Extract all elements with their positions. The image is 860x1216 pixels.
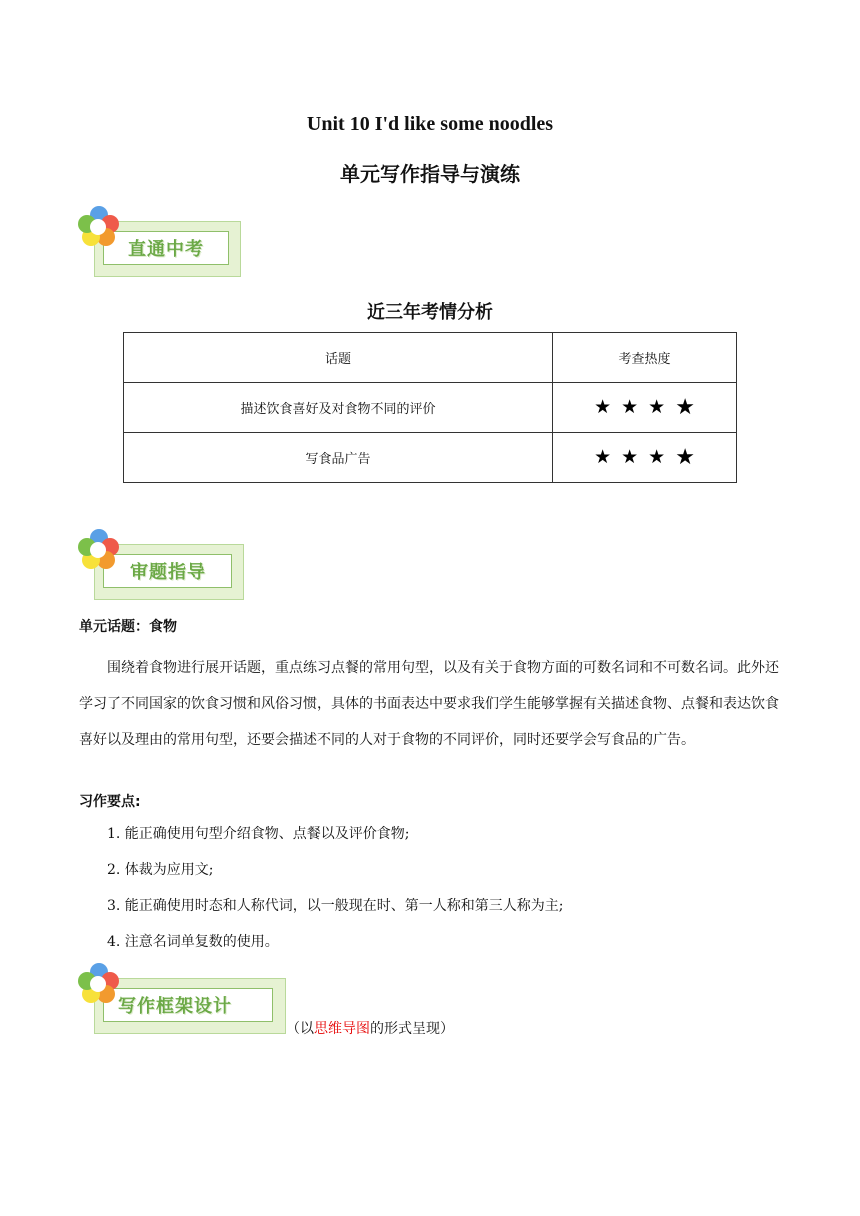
table-row bbox=[124, 383, 737, 433]
analysis-table bbox=[123, 332, 737, 483]
star-icon: ★ bbox=[648, 446, 666, 468]
star-icon: ★ bbox=[648, 396, 666, 418]
list-item: 4. 注意名词单复数的使用。 bbox=[107, 934, 279, 950]
list-item: 1. 能正确使用句型介绍食物、点餐以及评价食物; bbox=[107, 826, 410, 842]
title-english: Unit 10 I'd like some noodles bbox=[306, 113, 554, 135]
unit-topic-label: 单元话题：食物 bbox=[79, 619, 177, 635]
points-label: 习作要点: bbox=[79, 794, 141, 810]
row-topic: 描述饮食喜好及对食物不同的评价 bbox=[124, 383, 553, 433]
star-rating bbox=[594, 444, 695, 470]
flower-icon bbox=[76, 960, 122, 1006]
analysis-title: 近三年考情分析 bbox=[367, 302, 493, 323]
header-heat: 考查热度 bbox=[553, 333, 737, 383]
header-topic: 话题 bbox=[124, 333, 553, 383]
row-stars bbox=[553, 433, 737, 483]
note-highlight: 思维导图 bbox=[314, 1021, 370, 1037]
table-row bbox=[124, 433, 737, 483]
title-chinese: 单元写作指导与演练 bbox=[340, 162, 520, 186]
star-rating bbox=[594, 394, 695, 420]
table-header-row bbox=[124, 333, 737, 383]
framework-note bbox=[286, 1018, 454, 1038]
badge-label: 写作框架设计 bbox=[118, 996, 232, 1017]
badge-label: 审题指导 bbox=[130, 562, 206, 583]
badge-label: 直通中考 bbox=[128, 239, 204, 260]
badge-inner bbox=[103, 988, 273, 1022]
star-icon: ★ bbox=[594, 396, 612, 418]
flower-icon bbox=[76, 526, 122, 572]
badge-inner bbox=[103, 554, 232, 588]
row-topic: 写食品广告 bbox=[124, 433, 553, 483]
list-item: 3. 能正确使用时态和人称代词，以一般现在时、第一人称和第三人称为主; bbox=[107, 898, 564, 914]
row-stars bbox=[553, 383, 737, 433]
note-prefix: （以 bbox=[286, 1021, 314, 1037]
points-list bbox=[107, 816, 564, 960]
flower-icon bbox=[76, 203, 122, 249]
list-item: 2. 体裁为应用文; bbox=[107, 862, 214, 878]
star-icon: ★ bbox=[675, 394, 695, 420]
star-icon: ★ bbox=[621, 396, 639, 418]
guide-paragraph: 围绕着食物进行展开话题，重点练习点餐的常用句型，以及有关于食物方面的可数名词和不可数名词。此外还学习了不同国家的饮食习惯和风俗习惯，具体的书面表达中要求我们学生能够掌握有关描述食物、点餐和表达饮食喜好以及理由的常用句型，还要会描述不同的人对于食物的不同评价，同时还要学会写食品的广告。 bbox=[79, 660, 779, 748]
star-icon: ★ bbox=[675, 444, 695, 470]
badge-frame bbox=[94, 978, 286, 1034]
star-icon: ★ bbox=[621, 446, 639, 468]
star-icon: ★ bbox=[594, 446, 612, 468]
note-suffix: 的形式呈现） bbox=[370, 1021, 454, 1037]
